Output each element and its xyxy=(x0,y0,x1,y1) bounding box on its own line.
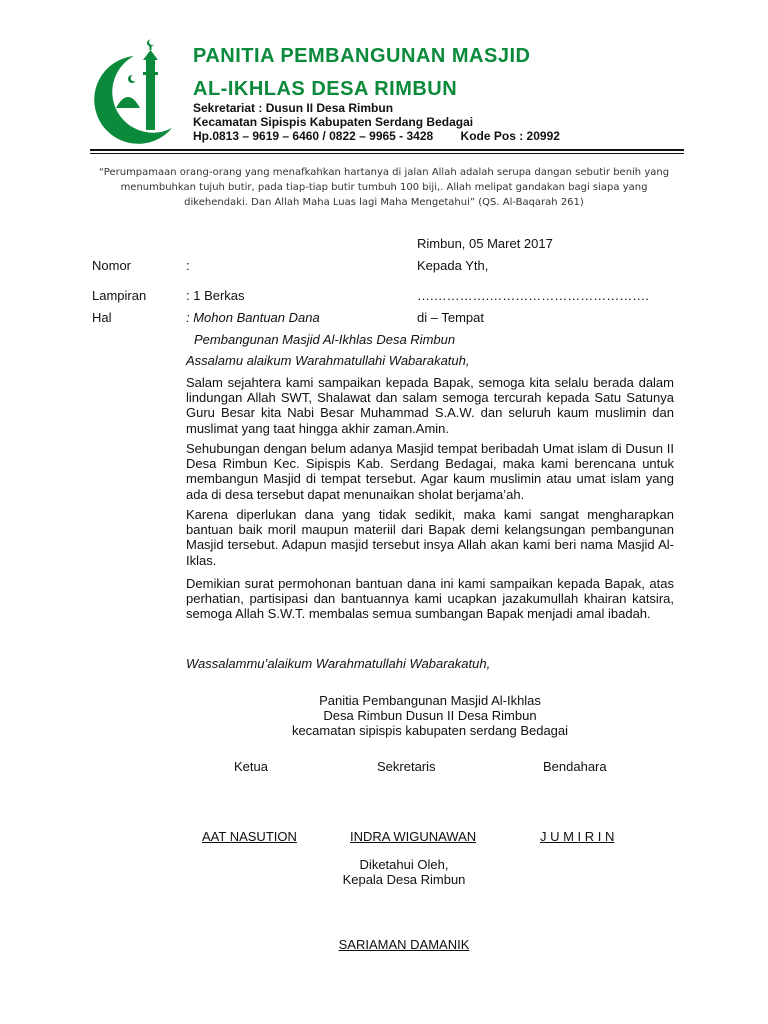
committee-line1: Panitia Pembangunan Masjid Al-Ikhlas xyxy=(319,693,541,708)
recipient-name-blank: ….………….………………………………. xyxy=(417,288,649,303)
header-rule-thick xyxy=(90,149,684,151)
lampiran-value: : 1 Berkas xyxy=(186,288,245,303)
mosque-crescent-logo xyxy=(88,38,180,144)
lampiran-label: Lampiran xyxy=(92,288,147,303)
district-address: Kecamatan Sipispis Kabupaten Serdang Bedagai xyxy=(193,115,474,129)
org-title-line1: PANITIA PEMBANGUNAN MASJID xyxy=(193,45,531,67)
nomor-label: Nomor xyxy=(92,258,132,273)
village-head-title: Kepala Desa Rimbun xyxy=(342,872,466,887)
quran-quote-line1: “Perumpamaan orang-orang yang menafkahkan hartanya di jalan Allah adalah serupa dangan sebutir benih yang xyxy=(98,167,670,178)
sekretaris-name: INDRA WIGUNAWAN xyxy=(350,829,477,844)
paragraph-3: Karena diperlukan dana yang tidak sedikit, maka kami sangat mengharapkan bantuan baik moril maupun materiil dari Bapak demi kelangsungan pembangunan Masjid tersebut. Adapun masjid tersebut insya Allah akan kami beri nama Masjid Al-Iklas. xyxy=(186,507,674,568)
recipient-place: di – Tempat xyxy=(417,310,484,325)
org-title-line2: AL-IKHLAS DESA RIMBUN xyxy=(193,78,458,100)
committee-line3: kecamatan sipispis kabupaten serdang Bedagai xyxy=(291,723,569,738)
ketua-title: Ketua xyxy=(234,759,268,774)
contact-line xyxy=(193,129,560,143)
committee-line2: Desa Rimbun Dusun II Desa Rimbun xyxy=(323,708,537,723)
recipient-greeting: Kepada Yth, xyxy=(417,258,489,273)
place-date: Rimbun, 05 Maret 2017 xyxy=(417,236,553,251)
village-head-name: SARIAMAN DAMANIK xyxy=(338,937,470,952)
subject-line: Pembangunan Masjid Al-Ikhlas Desa Rimbun xyxy=(194,332,456,347)
postcode: Kode Pos : 20992 xyxy=(460,129,560,143)
paragraph-1: Salam sejahtera kami sampaikan kepada Bapak, semoga kita selalu berada dalam lindungan Allah SWT, Shalawat dan salam semoga tercurah kepada Satu Satunya Guru Besar kita Nabi Besar Muhammad S.A.W. dan seluruh kaum muslimin dan muslimat yang taat hingga akhir zaman.Amin. xyxy=(186,375,674,436)
quran-quote-line3: dikehendaki. Dan Allah Maha Luas lagi Maha Mengetahui” (QS. Al-Baqarah 261) xyxy=(184,197,584,208)
paragraph-2: Sehubungan dengan belum adanya Masjid tempat beribadah Umat islam di Dusun II Desa Rimbun Kec. Sipispis Kab. Serdang Bedagai, maka kami berencana untuk membangun Masjid di tempat tersebut. Agar kaum muslimin atau umat islam yang ada di desa tersebut dapat menunaikan sholat berjama’ah. xyxy=(186,441,674,502)
bendahara-name: J U M I R I N xyxy=(540,829,615,844)
secretariat-address: Sekretariat : Dusun II Desa Rimbun xyxy=(193,101,394,115)
known-by-label: Diketahui Oleh, xyxy=(359,857,449,872)
quran-quote-line2: menumbuhkan tujuh butir, pada tiap-tiap butir tumbuh 100 biji,. Allah melipat gandakan bagi siapa yang xyxy=(120,182,648,193)
paragraph-4: Demikian surat permohonan bantuan dana ini kami sampaikan kepada Bapak, atas perhatian, partisipasi dan bantuannya kami ucapkan jazakumullah khairan katsira, semoga Allah S.W.T. membalas semua sumbangan Bapak menjadi amal ibadah. xyxy=(186,576,674,622)
sekretaris-title: Sekretaris xyxy=(377,759,436,774)
opening-greeting: Assalamu alaikum Warahmatullahi Wabarakatuh, xyxy=(186,353,470,368)
phone-numbers: Hp.0813 – 9619 – 6460 / 0822 – 9965 - 3428 xyxy=(193,129,434,143)
ketua-name: AAT NASUTION xyxy=(202,829,297,844)
closing-greeting: Wassalammu’alaikum Warahmatullahi Wabarakatuh, xyxy=(186,656,491,671)
hal-label: Hal xyxy=(92,310,112,325)
nomor-value: : xyxy=(186,258,190,273)
hal-value: : Mohon Bantuan Dana xyxy=(186,310,320,325)
bendahara-title: Bendahara xyxy=(543,759,607,774)
header-rule-thin xyxy=(90,153,684,154)
